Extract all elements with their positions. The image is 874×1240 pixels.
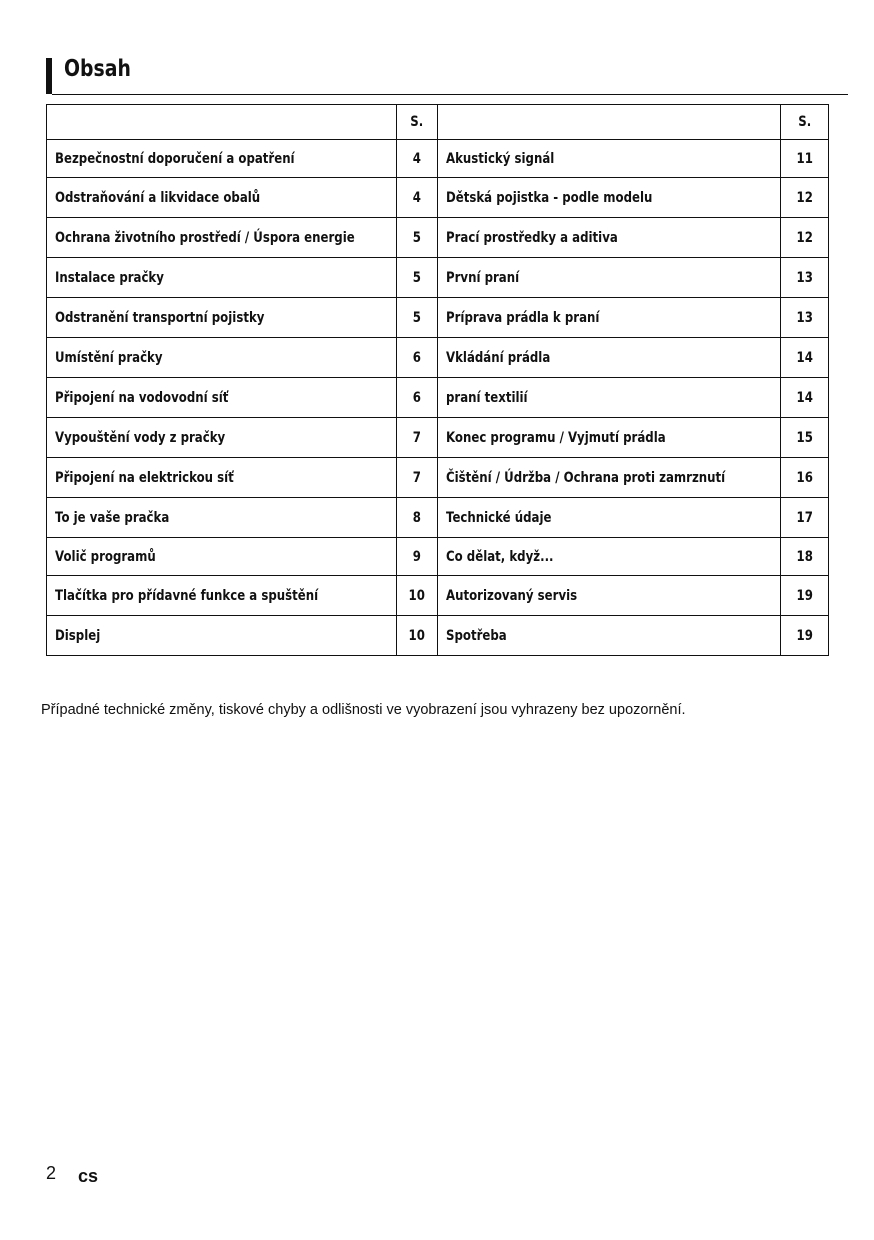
entry-title-right: Akustický signál (438, 140, 781, 178)
entry-page-right: 12 (781, 178, 829, 218)
entry-page-right: 16 (781, 458, 829, 498)
entry-page-right: 13 (781, 298, 829, 338)
entry-title-right: Technické údaje (438, 498, 781, 538)
entry-page-right: 14 (781, 338, 829, 378)
entry-page-left: 6 (397, 338, 438, 378)
table-row (47, 218, 829, 258)
entry-title-right: Príprava prádla k praní (438, 298, 781, 338)
table-row (47, 298, 829, 338)
table-row (47, 538, 829, 576)
entry-page-right: 19 (781, 616, 829, 656)
entry-title-left: Odstranění transportní pojistky (47, 298, 397, 338)
entry-title-right: První praní (438, 258, 781, 298)
table-row (47, 178, 829, 218)
page-title: Obsah (64, 56, 131, 82)
entry-title-right: praní textilií (438, 378, 781, 418)
table-row (47, 458, 829, 498)
entry-page-left: 7 (397, 418, 438, 458)
title-accent-bar (46, 58, 52, 94)
entry-page-right: 11 (781, 140, 829, 178)
entry-page-left: 8 (397, 498, 438, 538)
entry-title-left: To je vaše pračka (47, 498, 397, 538)
entry-page-left: 4 (397, 178, 438, 218)
disclaimer-note: Případné technické změny, tiskové chyby a odlišnosti ve vyobrazení jsou vyhrazeny bez upozornění. (41, 702, 686, 718)
title-divider (52, 94, 848, 95)
entry-page-right: 19 (781, 576, 829, 616)
language-code: cs (78, 1166, 99, 1186)
entry-title-left: Umístění pračky (47, 338, 397, 378)
entry-page-left: 5 (397, 218, 438, 258)
entry-title-left: Volič programů (47, 538, 397, 576)
entry-title-left: Připojení na elektrickou síť (47, 458, 397, 498)
entry-title-right: Autorizovaný servis (438, 576, 781, 616)
entry-title-left: Vypouštění vody z pračky (47, 418, 397, 458)
header-page-right: S. (781, 105, 829, 140)
entry-page-left: 7 (397, 458, 438, 498)
header-blank-right (438, 105, 781, 140)
entry-page-left: 4 (397, 140, 438, 178)
entry-page-left: 10 (397, 576, 438, 616)
header-blank-left (47, 105, 397, 140)
entry-title-right: Dětská pojistka - podle modelu (438, 178, 781, 218)
table-row (47, 576, 829, 616)
entry-title-left: Tlačítka pro přídavné funkce a spuštění (47, 576, 397, 616)
entry-title-left: Odstraňování a likvidace obalů (47, 178, 397, 218)
table-row (47, 418, 829, 458)
entry-title-left: Bezpečnostní doporučení a opatření (47, 140, 397, 178)
table-row (47, 616, 829, 656)
page-number: 2 (46, 1163, 57, 1183)
entry-title-right: Konec programu / Vyjmutí prádla (438, 418, 781, 458)
entry-page-right: 12 (781, 218, 829, 258)
header-page-left: S. (397, 105, 438, 140)
contents-table (46, 104, 829, 656)
entry-title-right: Čištění / Údržba / Ochrana proti zamrznutí (438, 458, 781, 498)
entry-title-left: Připojení na vodovodní síť (47, 378, 397, 418)
table-row (47, 498, 829, 538)
entry-title-left: Ochrana životního prostředí / Úspora energie (47, 218, 397, 258)
table-row (47, 258, 829, 298)
entry-title-right: Vkládání prádla (438, 338, 781, 378)
entry-page-right: 13 (781, 258, 829, 298)
entry-page-left: 5 (397, 258, 438, 298)
entry-page-left: 10 (397, 616, 438, 656)
entry-title-right: Spotřeba (438, 616, 781, 656)
entry-page-left: 6 (397, 378, 438, 418)
entry-title-right: Co dělat, když... (438, 538, 781, 576)
entry-title-left: Instalace pračky (47, 258, 397, 298)
table-header-row (47, 105, 829, 140)
table-row (47, 140, 829, 178)
entry-page-left: 9 (397, 538, 438, 576)
table-row (47, 338, 829, 378)
entry-title-left: Displej (47, 616, 397, 656)
entry-page-right: 14 (781, 378, 829, 418)
entry-title-right: Prací prostředky a aditiva (438, 218, 781, 258)
table-row (47, 378, 829, 418)
entry-page-right: 15 (781, 418, 829, 458)
entry-page-left: 5 (397, 298, 438, 338)
entry-page-right: 17 (781, 498, 829, 538)
entry-page-right: 18 (781, 538, 829, 576)
